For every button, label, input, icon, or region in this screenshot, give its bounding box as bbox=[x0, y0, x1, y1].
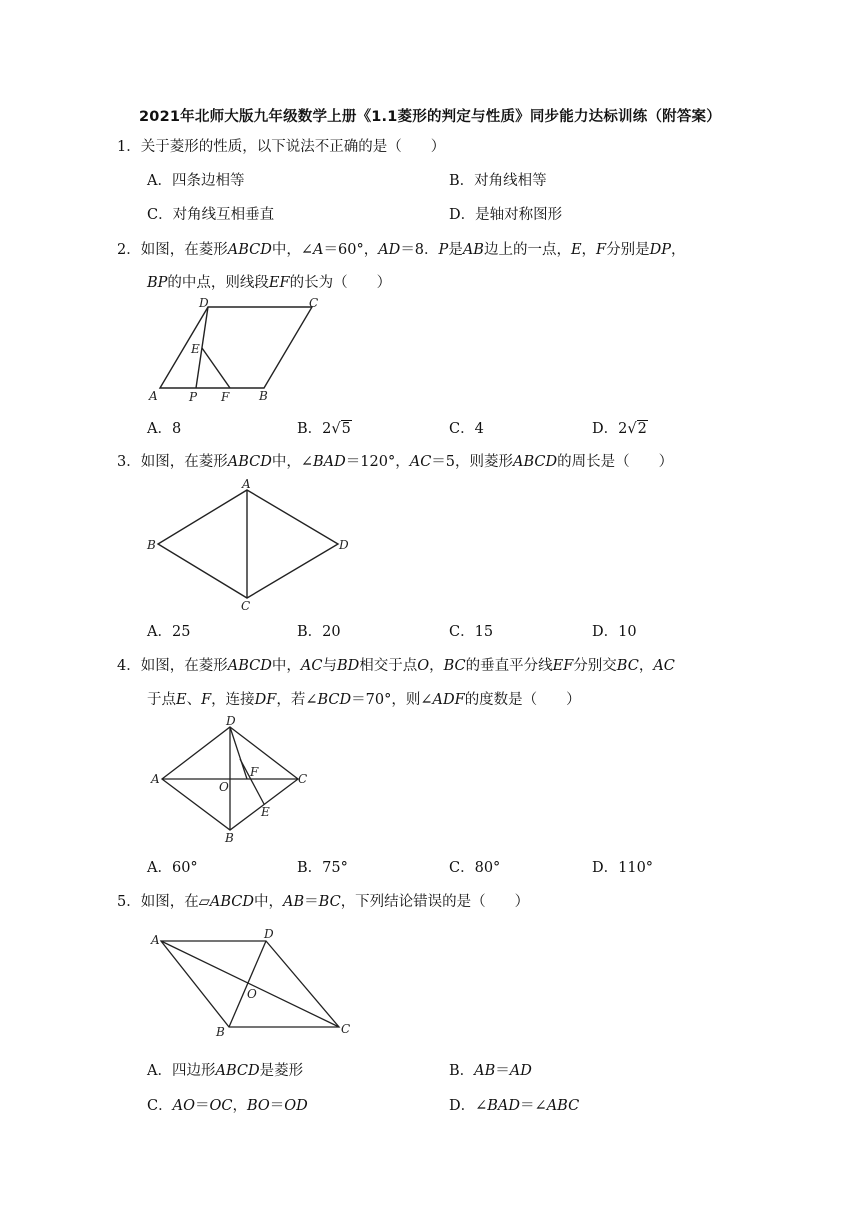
document-title: 2021年北师大版九年级数学上册《1.1菱形的判定与性质》同步能力达标训练（附答案） bbox=[139, 109, 721, 125]
q5-option-a: A．四边形ABCD是菱形 bbox=[147, 1063, 304, 1079]
q2-option-c: C．4 bbox=[449, 421, 484, 437]
q5-label-c: C bbox=[341, 1022, 351, 1036]
q3-label-c: C bbox=[241, 599, 251, 613]
q4-stem-line2: 于点E、F，连接DF，若∠BCD＝70°，则∠ADF的度数是（ ） bbox=[147, 692, 581, 708]
q2-label-d: D bbox=[199, 296, 209, 310]
q3-label-a: A bbox=[242, 477, 251, 491]
q1-option-d: D．是轴对称图形 bbox=[449, 207, 563, 223]
q4-label-d: D bbox=[226, 714, 236, 728]
q2-stem-line2: BP的中点，则线段EF的长为（ ） bbox=[147, 275, 392, 291]
q2-option-a: A．8 bbox=[147, 421, 182, 437]
q4-stem-line1: 4．如图，在菱形ABCD中，AC与BD相交于点O，BC的垂直平分线EF分别交BC，AC bbox=[117, 658, 675, 674]
q4-figure-rhombus bbox=[140, 712, 340, 847]
q4-label-c: C bbox=[298, 772, 308, 786]
q3-figure-rhombus bbox=[140, 475, 360, 615]
q3-option-c: C．15 bbox=[449, 624, 494, 640]
q3-option-b: B．20 bbox=[297, 624, 341, 640]
q2-stem-line1: 2．如图，在菱形ABCD中，∠A＝60°，AD＝8．P是AB边上的一点，E，F分别是DP， bbox=[117, 242, 686, 258]
q5-option-c: C．AO＝OC，BO＝OD bbox=[147, 1098, 308, 1114]
q4-option-a: A．60° bbox=[147, 860, 198, 876]
q4-label-b: B bbox=[225, 831, 234, 845]
q1-option-c: C．对角线互相垂直 bbox=[147, 207, 275, 223]
q2-option-b: B．2√5 bbox=[297, 421, 351, 437]
q2-option-d: D．2√2 bbox=[592, 421, 647, 437]
q4-label-f: F bbox=[250, 765, 259, 779]
q3-option-a: A．25 bbox=[147, 624, 191, 640]
q2-label-b: B bbox=[259, 389, 268, 403]
q4-option-b: B．75° bbox=[297, 860, 348, 876]
q1-option-a: A．四条边相等 bbox=[147, 173, 245, 189]
q5-label-d: D bbox=[264, 927, 274, 941]
q2-label-f: F bbox=[221, 390, 230, 404]
q1-stem: 1．关于菱形的性质，以下说法不正确的是（ ） bbox=[117, 139, 446, 155]
q5-option-b: B．AB＝AD bbox=[449, 1063, 532, 1079]
q4-label-o: O bbox=[219, 780, 229, 794]
q4-option-d: D．110° bbox=[592, 860, 654, 876]
q4-label-a: A bbox=[151, 772, 160, 786]
q2-figure-rhombus bbox=[140, 292, 340, 407]
q4-option-c: C．80° bbox=[449, 860, 501, 876]
q5-stem: 5．如图，在▱ABCD中，AB＝BC，下列结论错误的是（ ） bbox=[117, 894, 530, 910]
q2-label-c: C bbox=[309, 296, 319, 310]
q3-stem: 3．如图，在菱形ABCD中，∠BAD＝120°，AC＝5，则菱形ABCD的周长是（ ） bbox=[117, 454, 674, 470]
q3-option-d: D．10 bbox=[592, 624, 637, 640]
q1-option-b: B．对角线相等 bbox=[449, 173, 547, 189]
q5-label-a: A bbox=[151, 933, 160, 947]
q2-label-e: E bbox=[191, 342, 200, 356]
q3-label-b: B bbox=[147, 538, 156, 552]
q4-label-e: E bbox=[261, 805, 270, 819]
q2-label-p: P bbox=[189, 390, 198, 404]
q5-label-b: B bbox=[216, 1025, 225, 1039]
q5-option-d: D．∠BAD＝∠ABC bbox=[449, 1098, 580, 1114]
q3-label-d: D bbox=[339, 538, 349, 552]
q5-label-o: O bbox=[247, 987, 257, 1001]
q2-label-a: A bbox=[149, 389, 158, 403]
q5-figure-parallelogram bbox=[140, 920, 370, 1045]
